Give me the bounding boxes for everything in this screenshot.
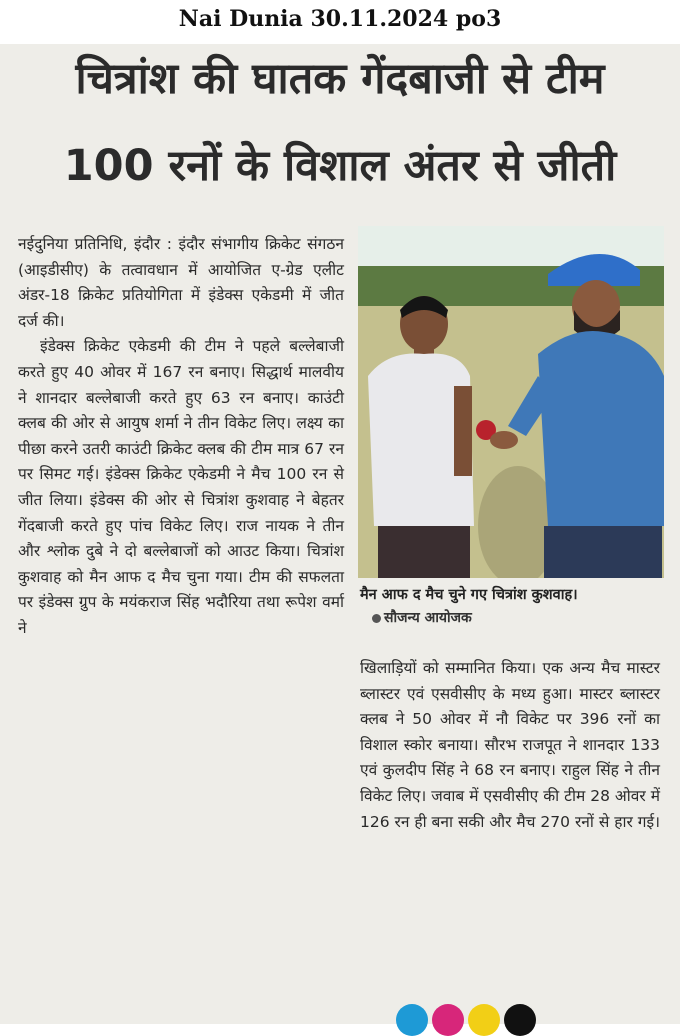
article-paragraph-intro: नईदुनिया प्रतिनिधि, इंदौर : इंदौर संभागीय क्रिकेट संगठन (आइडीसीए) के तत्वावधान में आयोजित ए-ग्रेड एलीट अंडर-18 क्रिकेट प्रतियोगिता में इंडेक्स एकेडमी में जीत दर्ज की। xyxy=(18,235,344,330)
photo-illustration xyxy=(358,226,664,578)
registration-mark-yellow xyxy=(468,1004,500,1036)
source-label: Nai Dunia 30.11.2024 po3 xyxy=(178,6,502,32)
photo-credit-text: सौजन्य आयोजक xyxy=(384,610,472,626)
bullet-icon xyxy=(372,614,381,623)
photo-credit xyxy=(372,608,472,627)
registration-mark-cyan xyxy=(396,1004,428,1036)
headline-line-1: चित्रांश की घातक गेंदबाजी से टीम xyxy=(75,54,605,104)
photo-caption: मैन आफ द मैच चुने गए चित्रांश कुशवाह। xyxy=(360,587,578,603)
headline-line-2: 100 रनों के विशाल अंतर से जीती xyxy=(63,141,617,191)
article-column-right: खिलाड़ियों को सम्मानित किया। एक अन्य मैच मास्टर ब्लास्टर एवं एसवीसीए के मध्य हुआ। मास्टर ब्लास्टर क्लब ने 50 ओवर में नौ विकेट पर 396 रनों का विशाल स्कोर बनाया। सौरभ राजपूत ने शानदार 133 एवं कुलदीप सिंह ने 68 रन बनाए। राहुल सिंह ने तीन विकेट लिए। जवाब में एसवीसीए की टीम 28 ओवर में 126 रन ही बना सकी और मैच 270 रनों से हार गई। xyxy=(360,659,660,831)
news-photo xyxy=(358,226,664,578)
article-column-left xyxy=(18,232,344,642)
registration-mark-black xyxy=(504,1004,536,1036)
article-paragraph-match-report: इंडेक्स क्रिकेट एकेडमी की टीम ने पहले बल्लेबाजी करते हुए 40 ओवर में 167 रन बनाए। सिद्धार्थ मालवीय ने शानदार बल्लेबाजी करते हुए 63 रन बनाए। काउंटी क्लब की ओर से आयुष शर्मा ने तीन विकेट लिए। लक्ष्य का पीछा करने उतरी काउंटी क्रिकेट क्लब की टीम मात्र 67 रन पर सिमट गई। इंडेक्स क्रिकेट एकेडमी ने मैच 100 रन से जीत लिया। इंडेक्स की ओर से चित्रांश कुशवाह ने बेहतर गेंदबाजी करते हुए पांच विकेट लिए। राज नायक ने तीन और श्लोक दुबे ने दो बल्लेबाजों को आउट किया। चित्रांश कुशवाह को मैन आफ द मैच चुना गया। टीम की सफलता पर इंडेक्स ग्रुप के मयंकराज सिंह भदौरिया तथा रूपेश वर्मा ने xyxy=(18,337,344,637)
registration-marks xyxy=(396,1004,536,1036)
registration-mark-magenta xyxy=(432,1004,464,1036)
